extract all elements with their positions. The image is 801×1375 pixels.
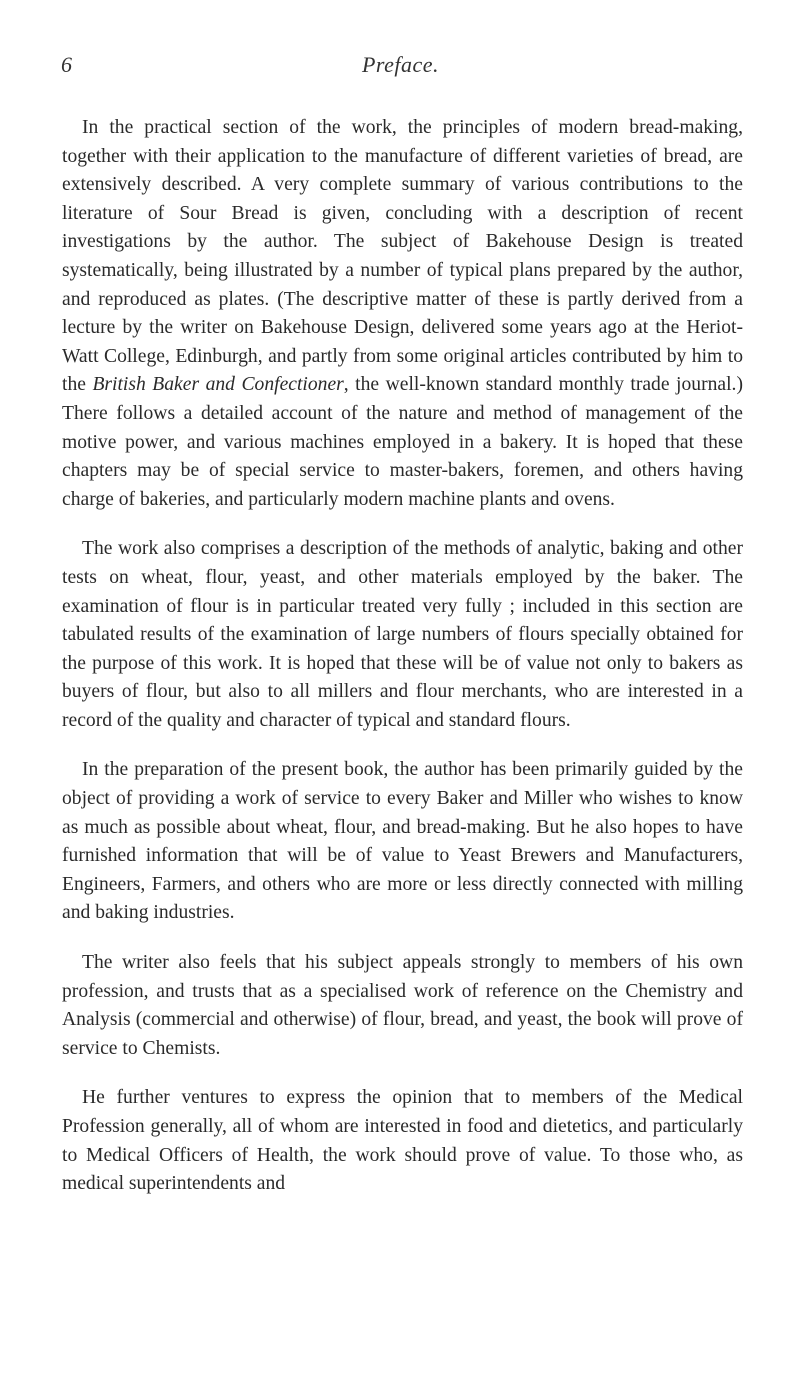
paragraph-text: In the practical section of the work, the principles of modern bread-making, together with their application to the manufacture of different varieties of bread, are extensively described. A very complete summary of various contributions to the literature of Sour Bread is given, concluding with a description of recent investigations by the author. The subject of Bakehouse Design is treated systematically, being illustrated by a number of typical plans prepared by the author, and reproduced as plates. (The descriptive matter of these is partly derived from a lecture by the writer on Bakehouse Design, delivered some years ago at the Heriot-Watt College, Edinburgh, and partly from some original articles contributed by him to the: [62, 117, 743, 396]
running-title: Preface.: [361, 52, 440, 77]
paragraph-analytic-methods: The work also comprises a description of the methods of analytic, baking and other tests on wheat, flour, yeast, and other materials employed by the baker. The examination of flour is in particular treated very fully ; included in this section are tabulated results of the examination of large numbers of flours specially obtained for the purpose of this work. It is hoped that these will be of value not only to bakers as buyers of flour, but also to all millers and flour merchants, who are interested in a record of the quality and character of typical and standard flours.: [62, 538, 743, 731]
paragraph-text: , the well-known standard monthly trade journal.) There follows a detailed account of the nature and method of management of the motive power, and various machines employed in a bakery. It is hoped that these chapters may be of special service to master-bakers, foremen, and others having charge of bakeries, and particularly modern machine plants and ovens.: [62, 374, 743, 510]
body-text: [62, 114, 743, 1220]
paragraph-chemists: The writer also feels that his subject appeals strongly to members of his own profession, and trusts that as a specialised work of reference on the Chemistry and Analysis (commercial and otherwise) of flour, bread, and yeast, the book will prove of service to Chemists.: [62, 952, 743, 1059]
paragraph-medical: He further ventures to express the opinion that to members of the Medical Profession generally, all of whom are interested in food and dietetics, and particularly to Medical Officers of Health, the work should prove of value. To those who, as medical superintendents and: [62, 1087, 743, 1195]
page-number: 6: [61, 52, 72, 77]
journal-title: British Baker and Confectioner: [92, 374, 344, 396]
paragraph-preparation: In the preparation of the present book, the author has been primarily guided by the object of providing a work of service to every Baker and Miller who wishes to know as much as possible about wheat, flour, and bread-making. But he also hopes to have furnished information that will be of value to Yeast Brewers and Manufacturers, Engineers, Farmers, and others who are more or less directly connected with milling and baking industries.: [62, 759, 743, 924]
paragraph-practical-section: [62, 114, 743, 514]
